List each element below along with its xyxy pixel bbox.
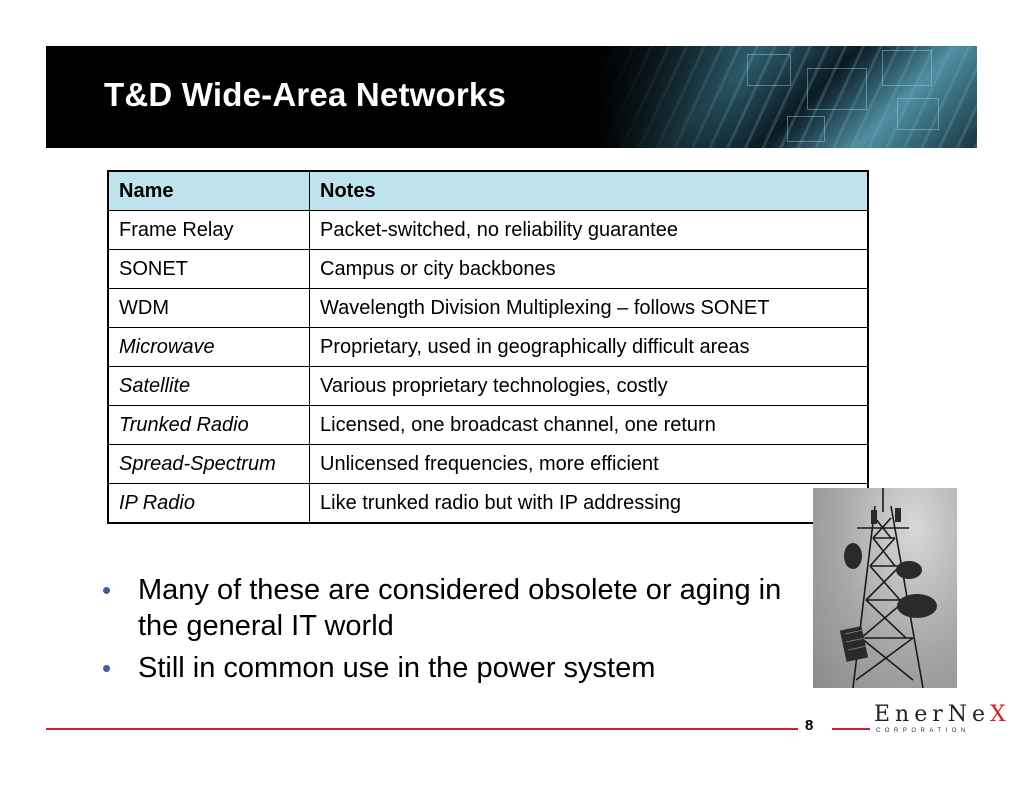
cell-name: Frame Relay xyxy=(108,211,310,250)
table-row xyxy=(108,445,868,484)
bullet-text: Many of these are considered obsolete or aging in the general IT world xyxy=(138,574,782,642)
bullet-dot-icon: • xyxy=(102,653,112,683)
page-number: 8 xyxy=(805,717,814,734)
table-row xyxy=(108,367,868,406)
table-row xyxy=(108,211,868,250)
cell-name: Microwave xyxy=(108,328,310,367)
table-header-row xyxy=(108,171,868,211)
title-banner xyxy=(46,46,977,148)
cell-notes: Unlicensed frequencies, more efficient xyxy=(310,445,869,484)
footer-rule-right xyxy=(832,728,870,730)
cell-name: SONET xyxy=(108,250,310,289)
banner-network-artwork xyxy=(597,46,977,148)
column-header-notes: Notes xyxy=(310,171,869,211)
cell-name: IP Radio xyxy=(108,484,310,524)
cell-name: Spread-Spectrum xyxy=(108,445,310,484)
bullet-dot-icon: • xyxy=(102,575,112,605)
table-row xyxy=(108,406,868,445)
page-title: T&D Wide-Area Networks xyxy=(104,76,507,113)
cell-notes: Licensed, one broadcast channel, one return xyxy=(310,406,869,445)
table-row xyxy=(108,484,868,524)
bullet-item xyxy=(96,650,796,686)
cell-name: Trunked Radio xyxy=(108,406,310,445)
cell-notes: Like trunked radio but with IP addressing xyxy=(310,484,869,524)
cell-name: WDM xyxy=(108,289,310,328)
table-row xyxy=(108,328,868,367)
table-row xyxy=(108,289,868,328)
enernex-logo xyxy=(874,702,1011,736)
column-header-name: Name xyxy=(108,171,310,211)
cell-notes: Proprietary, used in geographically difficult areas xyxy=(310,328,869,367)
cell-notes: Campus or city backbones xyxy=(310,250,869,289)
bullet-item xyxy=(96,572,796,644)
bullet-list xyxy=(96,572,796,692)
communication-tower-icon xyxy=(813,488,957,688)
wan-table xyxy=(107,170,869,524)
logo-subtitle: CORPORATION xyxy=(876,728,970,734)
logo-word-main: EnerNe xyxy=(874,702,991,727)
footer-rule-left xyxy=(46,728,798,730)
bullet-text: Still in common use in the power system xyxy=(138,652,656,684)
logo-wordmark xyxy=(874,702,1011,727)
cell-name: Satellite xyxy=(108,367,310,406)
cell-notes: Wavelength Division Multiplexing – follows SONET xyxy=(310,289,869,328)
cell-notes: Packet-switched, no reliability guarantee xyxy=(310,211,869,250)
cell-notes: Various proprietary technologies, costly xyxy=(310,367,869,406)
table-row xyxy=(108,250,868,289)
logo-word-accent: X xyxy=(990,702,1011,727)
